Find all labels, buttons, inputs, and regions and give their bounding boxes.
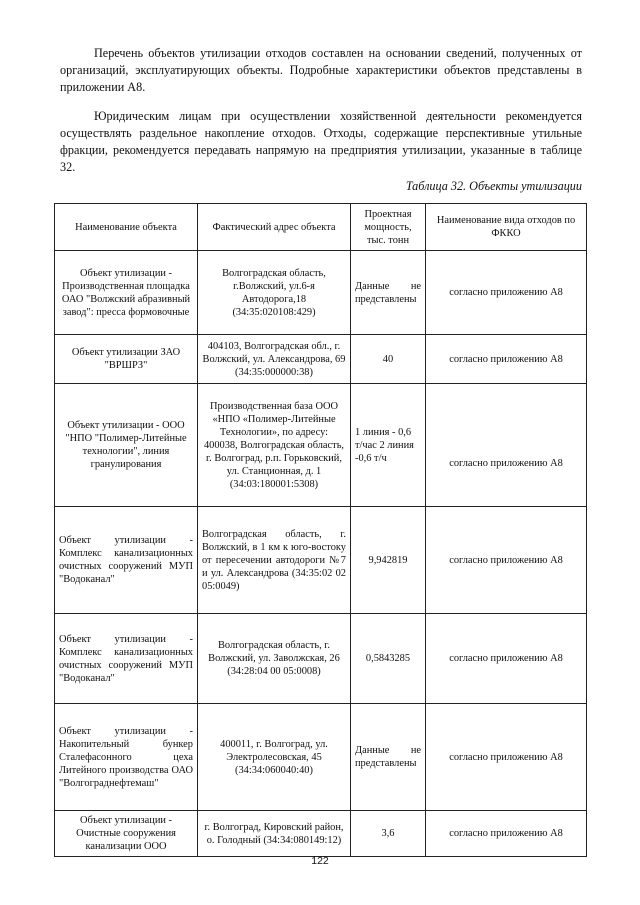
cell-address: Волгоградская область, г. Волжский, в 1 км к юго-востоку от пересечении автодороги №7 и ул. Александрова (34:35:02 02 05:0049) [198,507,351,614]
table-caption: Таблица 32. Объекты утилизации [405,179,582,193]
intro-paragraph-1: Перечень объектов утилизации отходов составлен на основании сведений, полученных от организаций, эксплуатирующих объекты. Подробные характеристики объектов представлены в приложении А8. [60,46,582,94]
table-row [55,251,587,335]
cell-address: Волгоградская область, г.Волжский, ул.6-я Автодорога,18 (34:35:020108:429) [198,251,351,335]
cell-fkko: согласно приложению А8 [426,507,587,614]
table-row [55,335,587,384]
cell-name: Объект утилизации ЗАО "ВРШРЗ" [55,335,198,384]
cell-fkko: согласно приложению А8 [426,384,587,507]
table-row [55,614,587,704]
table-row [55,507,587,614]
cell-capacity: 40 [351,335,426,384]
cell-fkko: согласно приложению А8 [426,614,587,704]
utilization-objects-table [54,203,587,857]
cell-address: 400011, г. Волгоград, ул. Электролесовская, 45 (34:34:060040:40) [198,704,351,811]
table-row [55,704,587,811]
cell-address: г. Волгоград, Кировский район, о. Голодный (34:34:080149:12) [198,811,351,857]
cell-address: 404103, Волгоградская обл., г. Волжский, ул. Александрова, 69 (34:35:000000:38) [198,335,351,384]
table-row [55,811,587,857]
cell-capacity: Данные не представлены [351,704,426,811]
cell-fkko: согласно приложению А8 [426,335,587,384]
cell-name: Объект утилизации - Комплекс канализационных очистных сооружений МУП "Водоканал" [55,507,198,614]
table-header-row [55,204,587,251]
page-number: 122 [311,855,329,867]
intro-paragraph-2: Юридическим лицам при осуществлении хозяйственной деятельности рекомендуется осуществлять раздельное накопление отходов. Отходы, содержащие перспективные утильные фракции, рекомендуется передавать напрямую на предприятия утилизации, указанные в таблице 32. [60,109,582,174]
cell-name: Объект утилизации - Накопительный бункер Сталефасонного цеха Литейного производства ОАО "Волгограднефтемаш" [55,704,198,811]
cell-fkko: согласно приложению А8 [426,811,587,857]
cell-name: Объект утилизации - Очистные сооружения канализации ООО [55,811,198,857]
cell-fkko: согласно приложению А8 [426,704,587,811]
cell-address: Волгоградская область, г. Волжский, ул. Заволжская, 26 (34:28:04 00 05:0008) [198,614,351,704]
cell-name: Объект утилизации - ООО "НПО "Полимер-Литейные технологии", линия гранулирования [55,384,198,507]
cell-address: Производственная база ООО «НПО «Полимер-Литейные Технологии», по адресу: 400038, Волгоградская область, г. Волгоград, р.п. Горьковский, ул. Станционная, д. 1 (34:03:180001:5308) [198,384,351,507]
cell-capacity: Данные не представлены [351,251,426,335]
header-address: Фактический адрес объекта [198,204,351,251]
cell-capacity: 0,5843285 [351,614,426,704]
header-name: Наименование объекта [55,204,198,251]
header-capacity: Проектная мощность, тыс. тонн [351,204,426,251]
cell-capacity: 9,942819 [351,507,426,614]
cell-capacity: 3,6 [351,811,426,857]
cell-fkko: согласно приложению А8 [426,251,587,335]
table-row [55,384,587,507]
header-fkko: Наименование вида отходов по ФККО [426,204,587,251]
cell-name: Объект утилизации - Комплекс канализационных очистных сооружений МУП "Водоканал" [55,614,198,704]
cell-capacity: 1 линия - 0,6 т/час 2 линия -0,6 т/ч [351,384,426,507]
cell-name: Объект утилизации - Производственная площадка ОАО "Волжский абразивный завод": пресса формовочные [55,251,198,335]
